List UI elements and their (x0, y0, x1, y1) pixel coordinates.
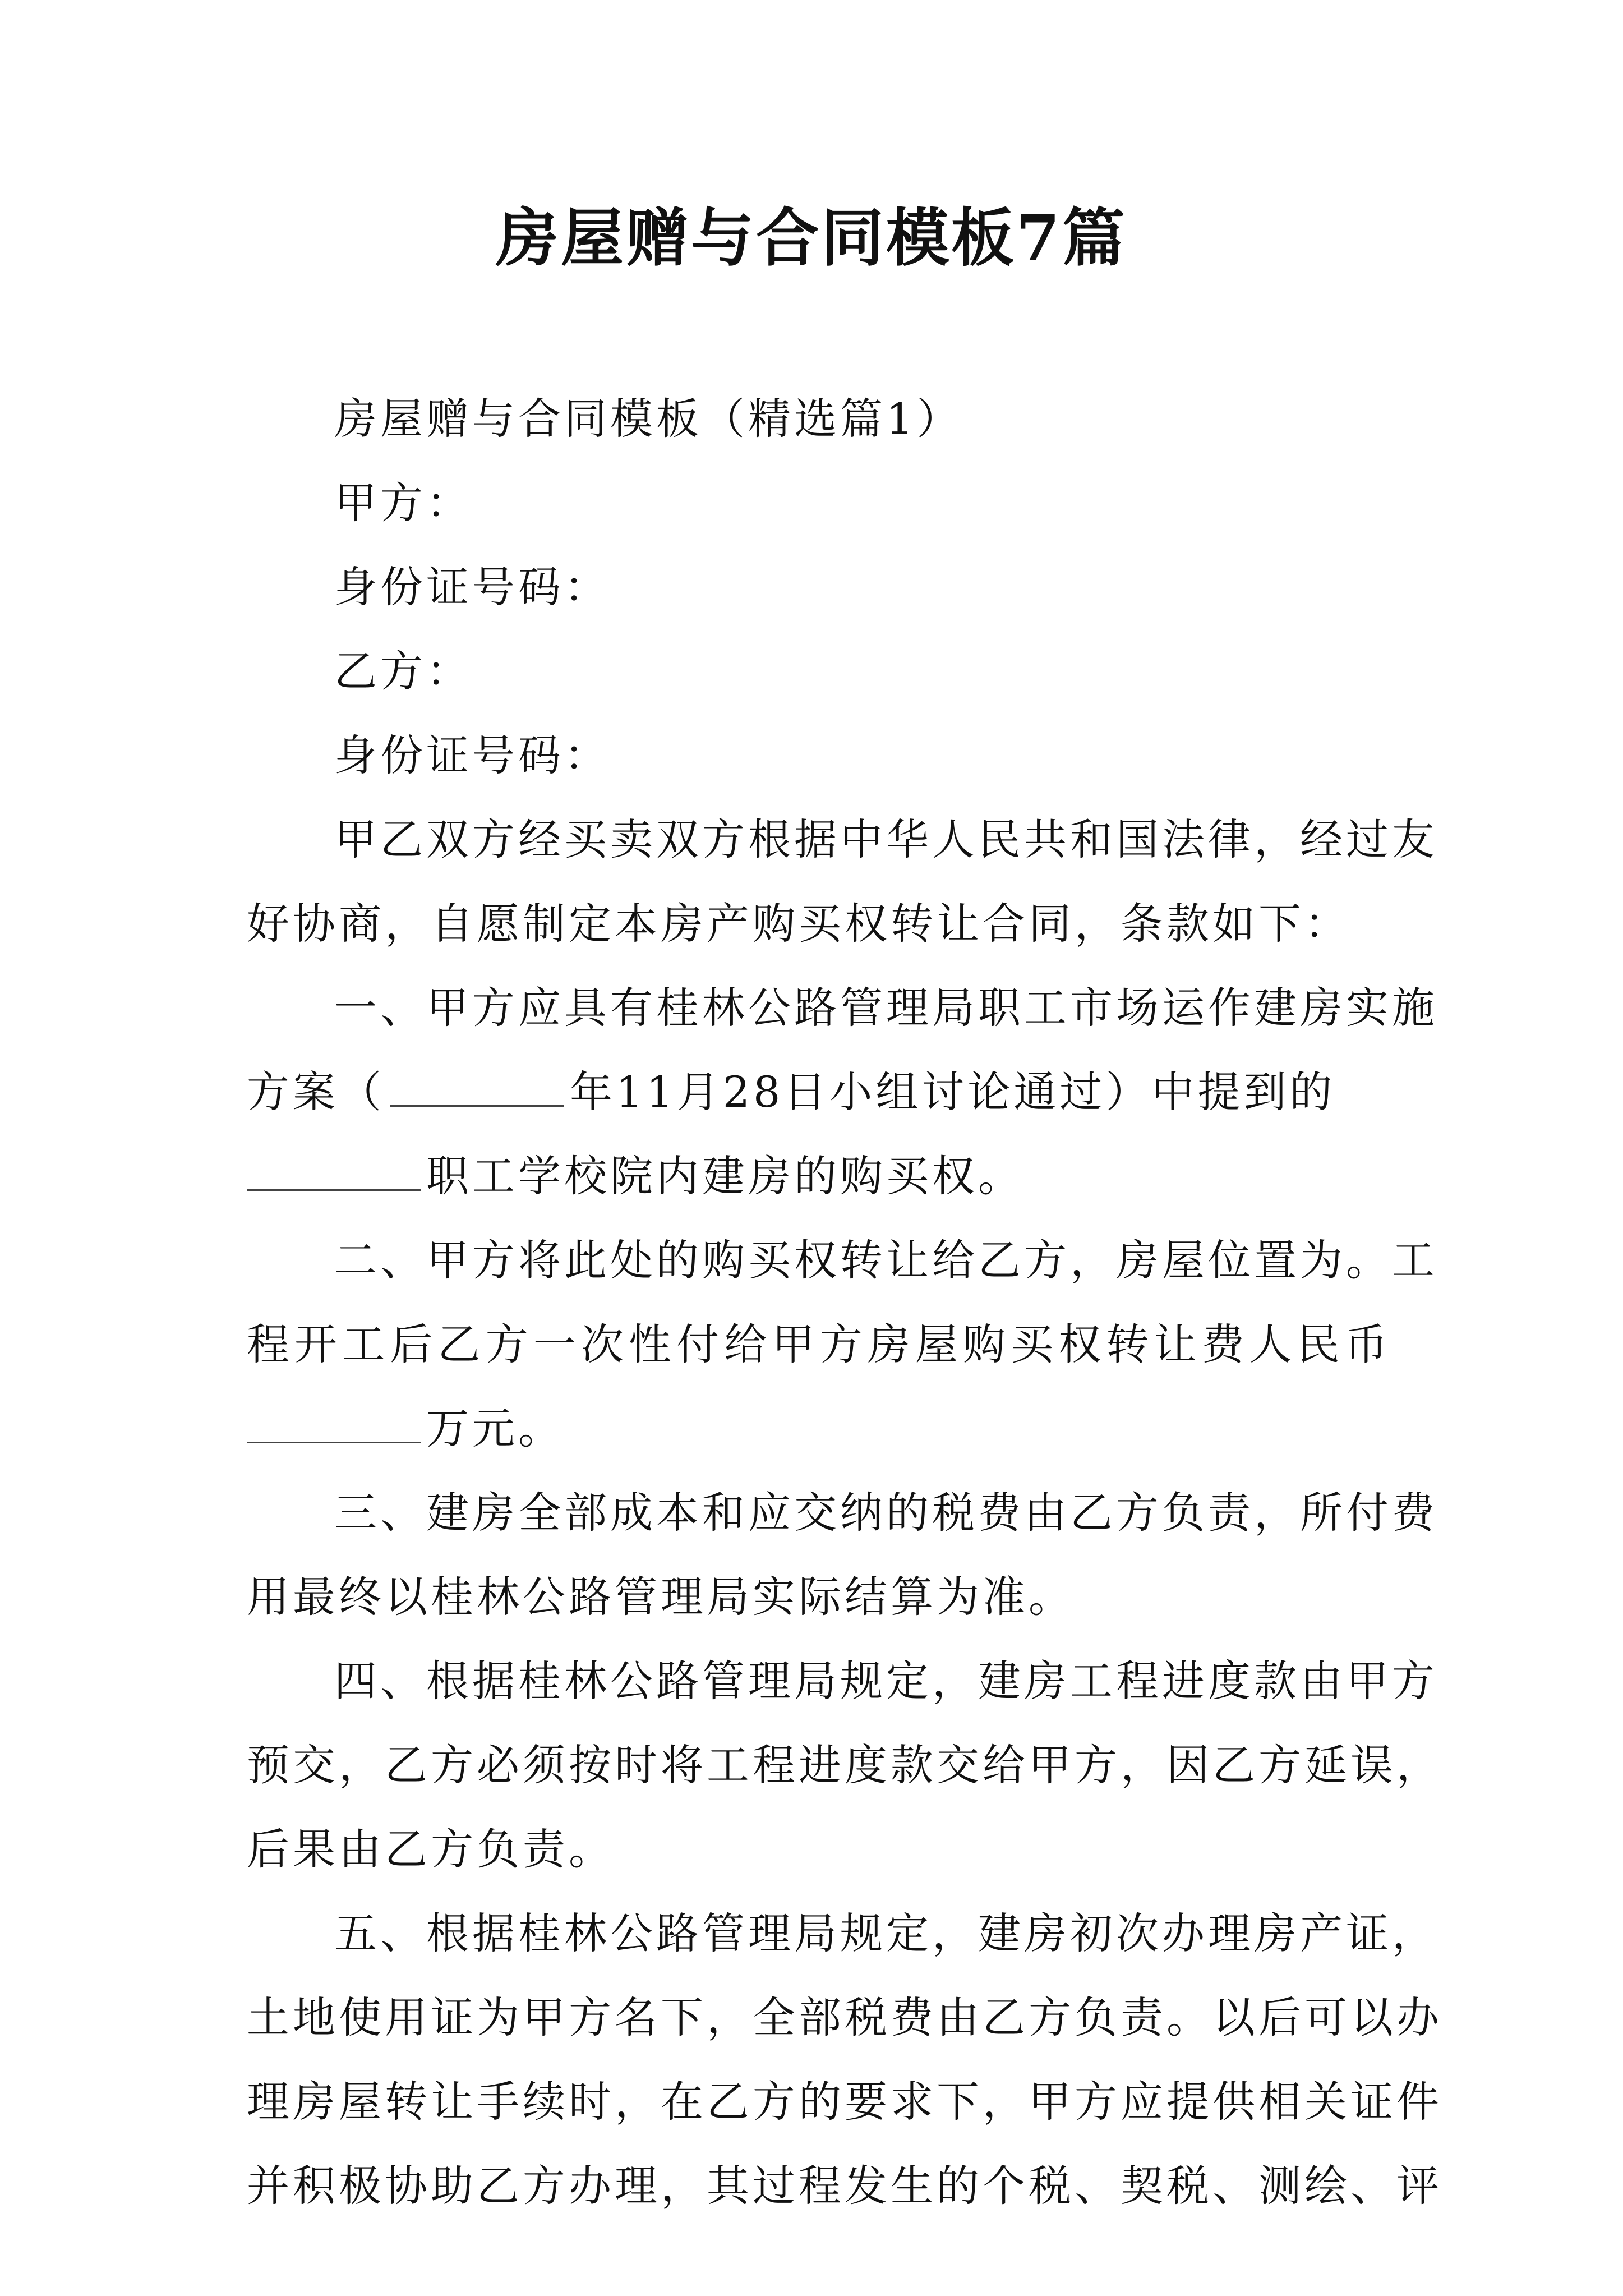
paragraph-line: 并积极协助乙方办理，其过程发生的个税、契税、测绘、评 (247, 2161, 1442, 2211)
text-fragment: 万元。 (426, 1404, 564, 1453)
party-b-id-label: 身份证号码： (334, 730, 610, 780)
paragraph-line: 后果由乙方负责。 (247, 1824, 615, 1874)
paragraph-line (247, 1050, 1391, 1134)
fill-in-blank (390, 1070, 564, 1107)
text-fragment: 方案（ (247, 1067, 385, 1117)
party-a-label: 甲方： (334, 478, 472, 528)
paragraph-line: 土地使用证为甲方名下，全部税费由乙方负责。以后可以办 (247, 1993, 1442, 2042)
paragraph-line: 程开工后乙方一次性付给甲方房屋购买权转让费人民币 (247, 1319, 1391, 1369)
paragraph-line: 用最终以桂林公路管理局实际结算为准。 (247, 1572, 1075, 1622)
paragraph-line: 一、甲方应具有桂林公路管理局职工市场运作建房实施 (334, 983, 1438, 1033)
paragraph-line: 二、甲方将此处的购买权转让给乙方，房屋位置为。工 (334, 1235, 1438, 1285)
document-title: 房屋赠与合同模板7篇 (496, 201, 1127, 275)
paragraph-line: 预交，乙方必须按时将工程进度款交给甲方，因乙方延误， (247, 1740, 1442, 1790)
text-fragment: 职工学校院内建房的购买权。 (426, 1151, 1024, 1201)
paragraph-line: 理房屋转让手续时，在乙方的要求下，甲方应提供相关证件 (247, 2077, 1442, 2127)
paragraph-line: 五、根据桂林公路管理局规定，建房初次办理房产证， (334, 1908, 1438, 1958)
party-a-id-label: 身份证号码： (334, 562, 610, 612)
section-heading: 房屋赠与合同模板（精选篇1） (334, 394, 963, 444)
paragraph-line (247, 1134, 1391, 1218)
paragraph-line: 四、根据桂林公路管理局规定，建房工程进度款由甲方 (334, 1656, 1438, 1706)
party-b-label: 乙方： (334, 646, 472, 696)
paragraph-line (247, 1387, 1391, 1471)
fill-in-blank (247, 1407, 421, 1443)
text-fragment: 年11月28日小组讨论通过）中提到的 (570, 1067, 1336, 1117)
document-body (247, 377, 1442, 2228)
paragraph-line: 甲乙双方经买卖双方根据中华人民共和国法律，经过友 (334, 815, 1438, 864)
paragraph-line: 三、建房全部成本和应交纳的税费由乙方负责，所付费 (334, 1488, 1438, 1538)
fill-in-blank (247, 1154, 421, 1191)
paragraph-line: 好协商，自愿制定本房产购买权转让合同，条款如下： (247, 899, 1350, 949)
